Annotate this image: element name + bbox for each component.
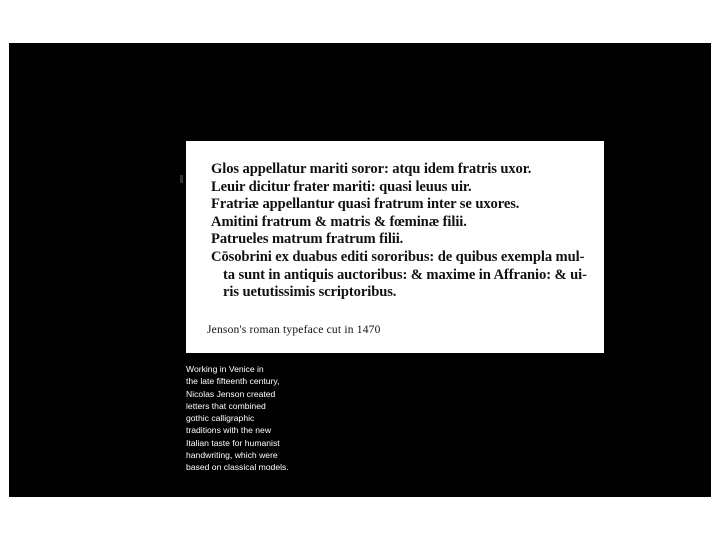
description-line: Working in Venice in xyxy=(186,364,264,374)
specimen-line: Fratriæ appellantur quasi fratrum inter se uxores. xyxy=(211,196,520,213)
specimen-text xyxy=(211,161,597,302)
description-line: handwriting, which were xyxy=(186,450,278,461)
specimen-line: ris uetutissimis scriptoribus. xyxy=(223,284,397,301)
description-line: letters that combined xyxy=(186,400,266,411)
specimen-line: Patrueles matrum fratrum filii. xyxy=(211,231,404,248)
description-line: based on classical models. xyxy=(186,462,289,473)
specimen-line: Glos appellatur mariti soror: atqu idem fratris uxor. xyxy=(211,161,532,177)
description-line: Italian taste for humanist xyxy=(186,437,280,448)
margin-mark xyxy=(180,175,183,183)
specimen-line: Cōsobrini ex duabus editi sororibus: de quibus exempla mul- xyxy=(211,248,585,265)
description-line: Nicolas Jenson created xyxy=(186,388,276,399)
slide-background xyxy=(9,43,711,497)
typeface-specimen-image xyxy=(186,141,604,353)
description-line: the late fifteenth century, xyxy=(186,376,280,387)
specimen-line: Amitini fratrum & matris & fœminæ filii. xyxy=(211,213,467,230)
specimen-caption: Jenson's roman typeface cut in 1470 xyxy=(207,324,381,336)
description-line: gothic calligraphic xyxy=(186,413,255,424)
specimen-line: ta sunt in antiquis auctoribus: & maxime in Affranio: & ui- xyxy=(223,266,587,283)
description-line: traditions with the new xyxy=(186,425,272,436)
description-text xyxy=(186,363,336,474)
specimen-line: Leuir dicitur frater mariti: quasi leuus uir. xyxy=(211,178,472,195)
